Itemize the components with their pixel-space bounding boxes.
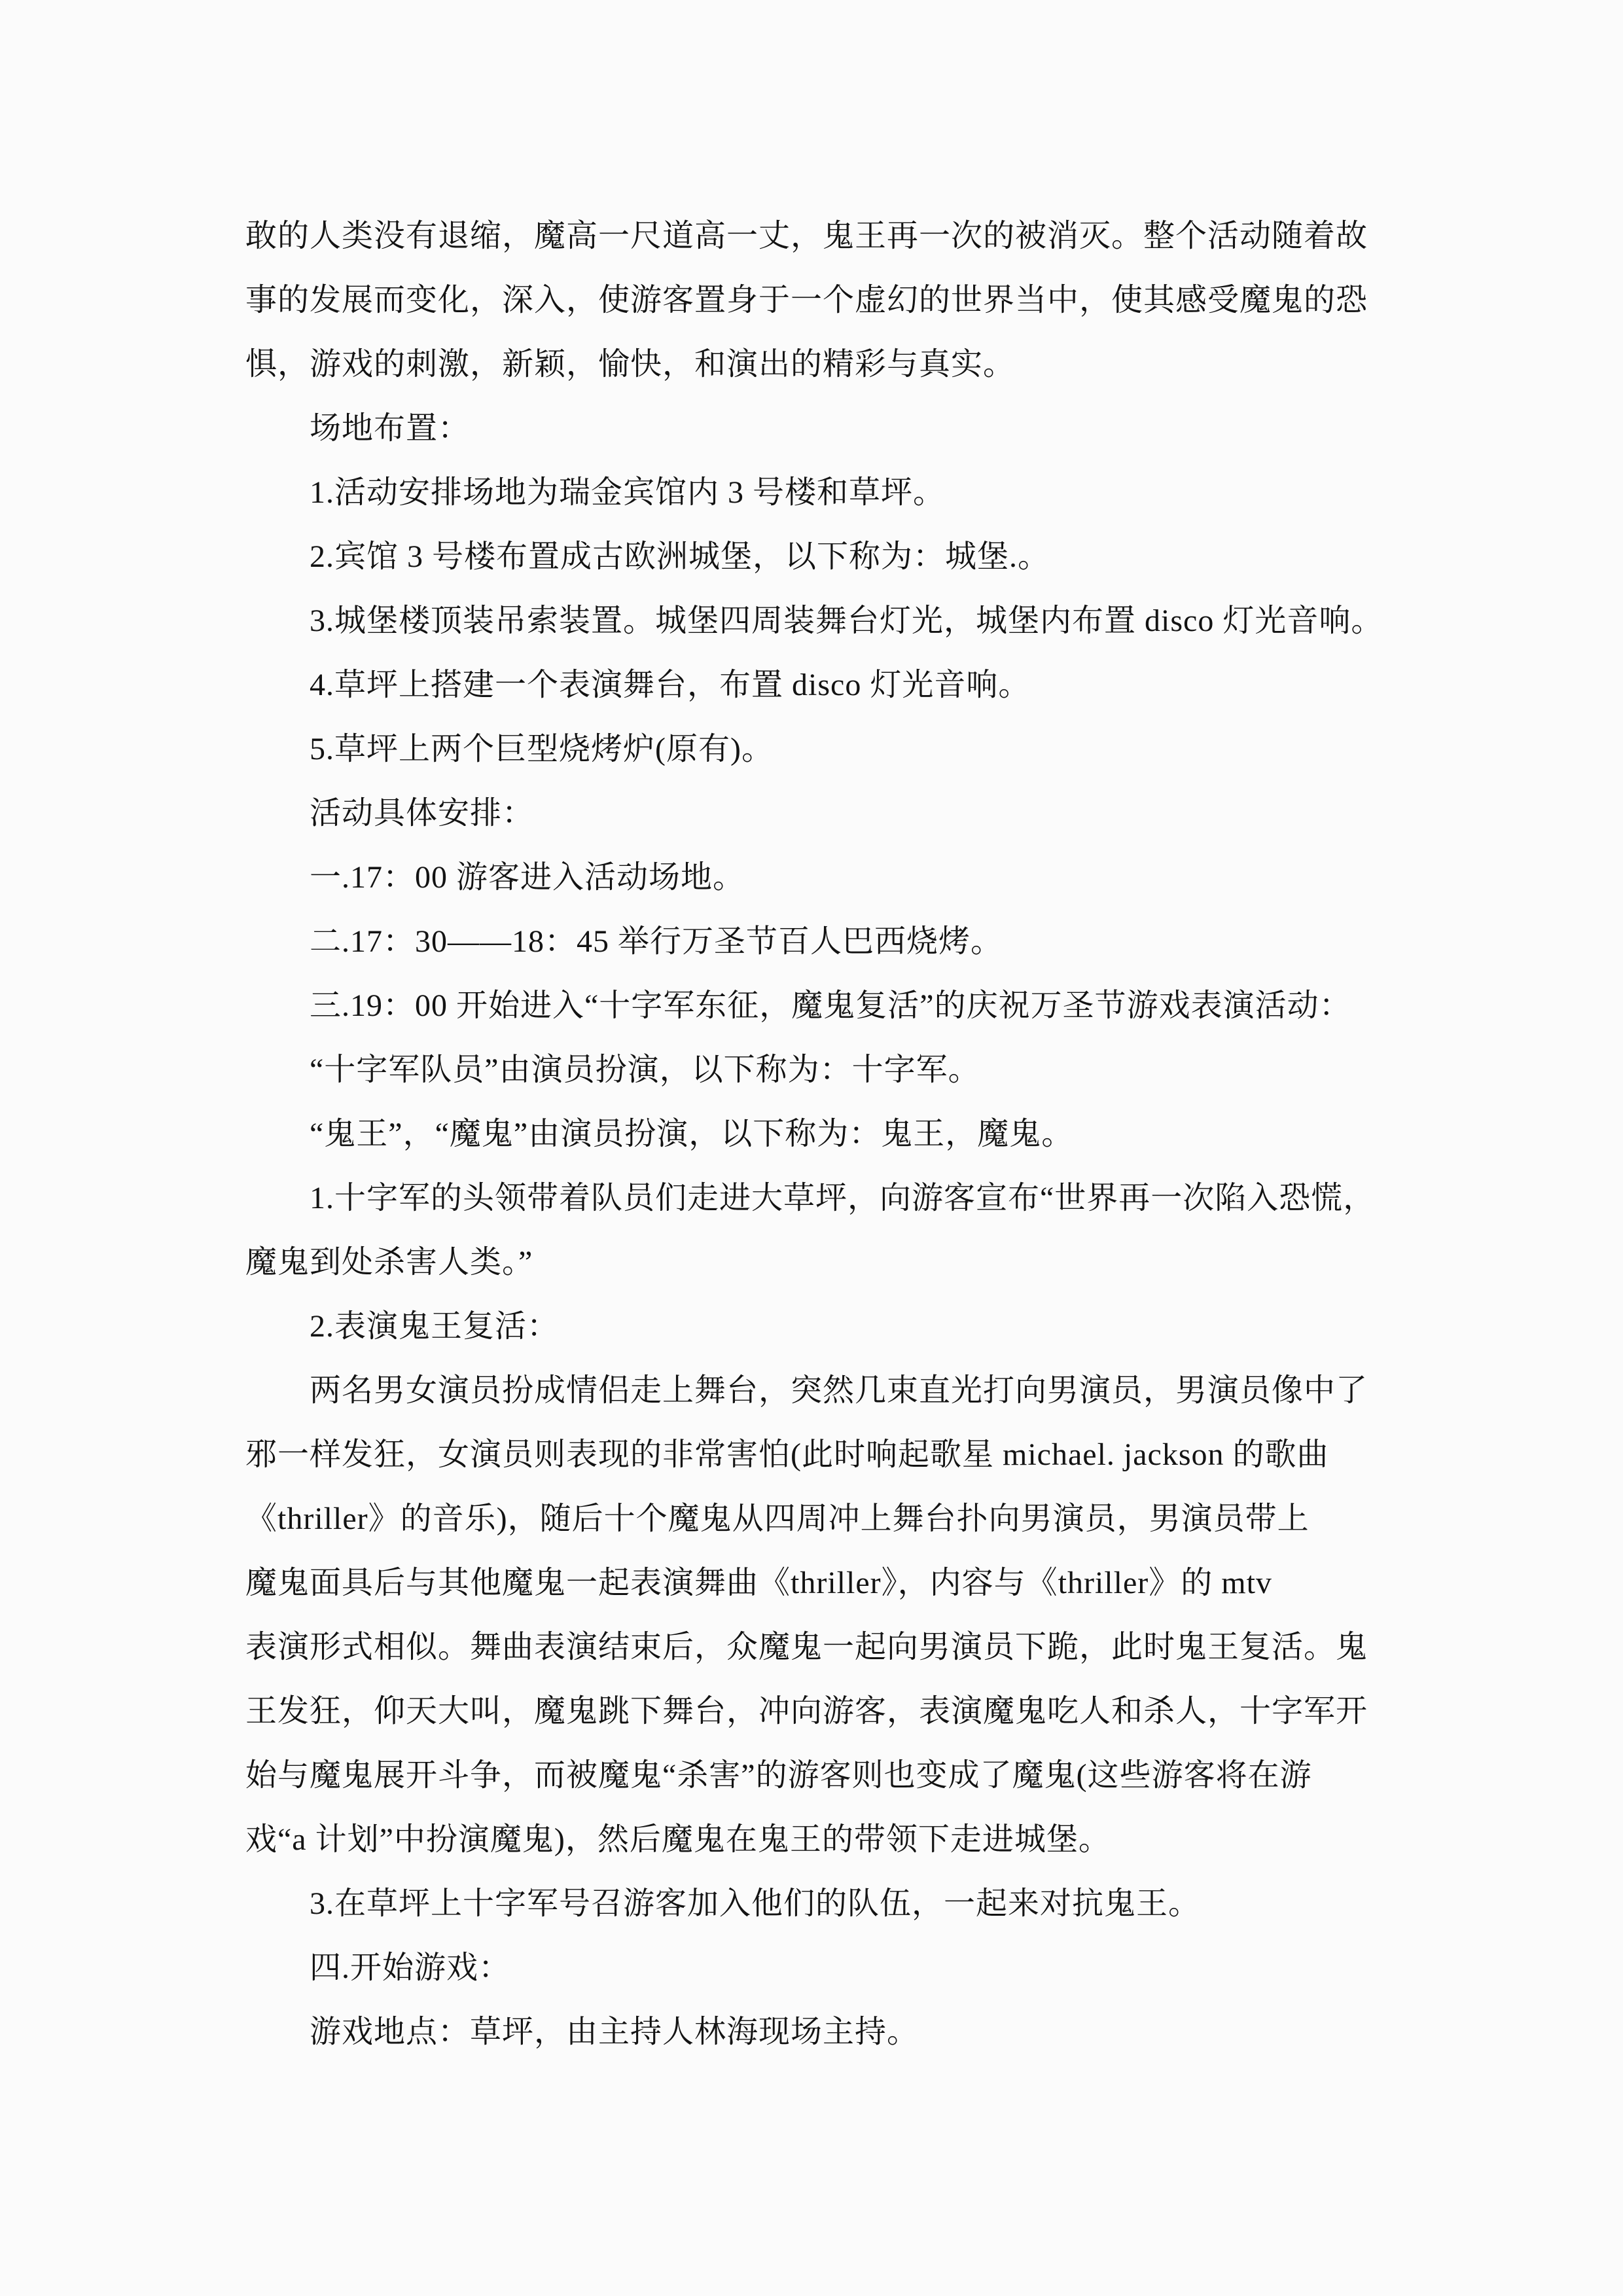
text-line: 事的发展而变化，深入，使游客置身于一个虚幻的世界当中，使其感受魔鬼的恐 xyxy=(245,283,1368,317)
text-line: 3.在草坪上十字军号召游客加入他们的队伍，一起来对抗鬼王。 xyxy=(245,1886,1201,1921)
text-line: 魔鬼面具后与其他魔鬼一起表演舞曲《thriller》，内容与《thriller》的 mtv xyxy=(245,1566,1272,1600)
text-line: 三.19：00 开始进入“十字军东征，魔鬼复活”的庆祝万圣节游戏表演活动： xyxy=(245,988,1351,1023)
text-line: 魔鬼到处杀害人类。” xyxy=(245,1245,533,1280)
text-line: 2.表演鬼王复活： xyxy=(245,1309,560,1344)
text-line: 1.十字军的头领带着队员们走进大草坪，向游客宣布“世界再一次陷入恐慌， xyxy=(245,1181,1376,1215)
text-line: 4.草坪上搭建一个表演舞台，布置 disco 灯光音响。 xyxy=(245,668,1031,702)
text-line: 惧，游戏的刺激，新颖，愉快，和演出的精彩与真实。 xyxy=(245,347,1016,382)
text-line: 戏“a 计划”中扮演魔鬼)，然后魔鬼在鬼王的带领下走进城堡。 xyxy=(245,1822,1111,1857)
text-line: 2.宾馆 3 号楼布置成古欧洲城堡，以下称为：城堡.。 xyxy=(245,539,1050,574)
text-line: 表演形式相似。舞曲表演结束后，众魔鬼一起向男演员下跪，此时鬼王复活。鬼 xyxy=(245,1630,1368,1664)
text-line: 5.草坪上两个巨型烧烤炉(原有)。 xyxy=(245,732,774,766)
text-line: 邪一样发狂，女演员则表现的非常害怕(此时响起歌星 michael. jackson 的歌曲 xyxy=(245,1437,1329,1472)
text-line: 王发狂，仰天大叫，魔鬼跳下舞台，冲向游客，表演魔鬼吃人和杀人，十字军开 xyxy=(245,1694,1368,1729)
document-body xyxy=(245,204,1423,2064)
text-line: 活动具体安排： xyxy=(245,796,535,831)
text-line: 游戏地点：草坪，由主持人林海现场主持。 xyxy=(245,2015,919,2049)
text-line: 《thriller》的音乐)，随后十个魔鬼从四周冲上舞台扑向男演员，男演员带上 xyxy=(245,1501,1310,1536)
text-line: 1.活动安排场地为瑞金宾馆内 3 号楼和草坪。 xyxy=(245,475,946,510)
text-line: “鬼王”，“魔鬼”由演员扮演，以下称为：鬼王，魔鬼。 xyxy=(245,1117,1074,1151)
text-line: 3.城堡楼顶装吊索装置。城堡四周装舞台灯光，城堡内布置 disco 灯光音响。 xyxy=(245,603,1383,638)
text-line: 两名男女演员扮成情侣走上舞台，突然几束直光打向男演员，男演员像中了 xyxy=(245,1373,1368,1408)
text-line: 二.17：30——18：45 举行万圣节百人巴西烧烤。 xyxy=(245,924,1003,959)
text-line: 四.开始游戏： xyxy=(245,1950,511,1985)
text-line: “十字军队员”由演员扮演，以下称为：十字军。 xyxy=(245,1052,980,1087)
text-line: 敢的人类没有退缩，魔高一尺道高一丈，鬼王再一次的被消灭。整个活动随着故 xyxy=(245,219,1368,253)
text-line: 一.17：00 游客进入活动场地。 xyxy=(245,860,745,895)
text-line: 场地布置： xyxy=(245,411,471,446)
text-line: 始与魔鬼展开斗争，而被魔鬼“杀害”的游客则也变成了魔鬼(这些游客将在游 xyxy=(245,1758,1312,1793)
